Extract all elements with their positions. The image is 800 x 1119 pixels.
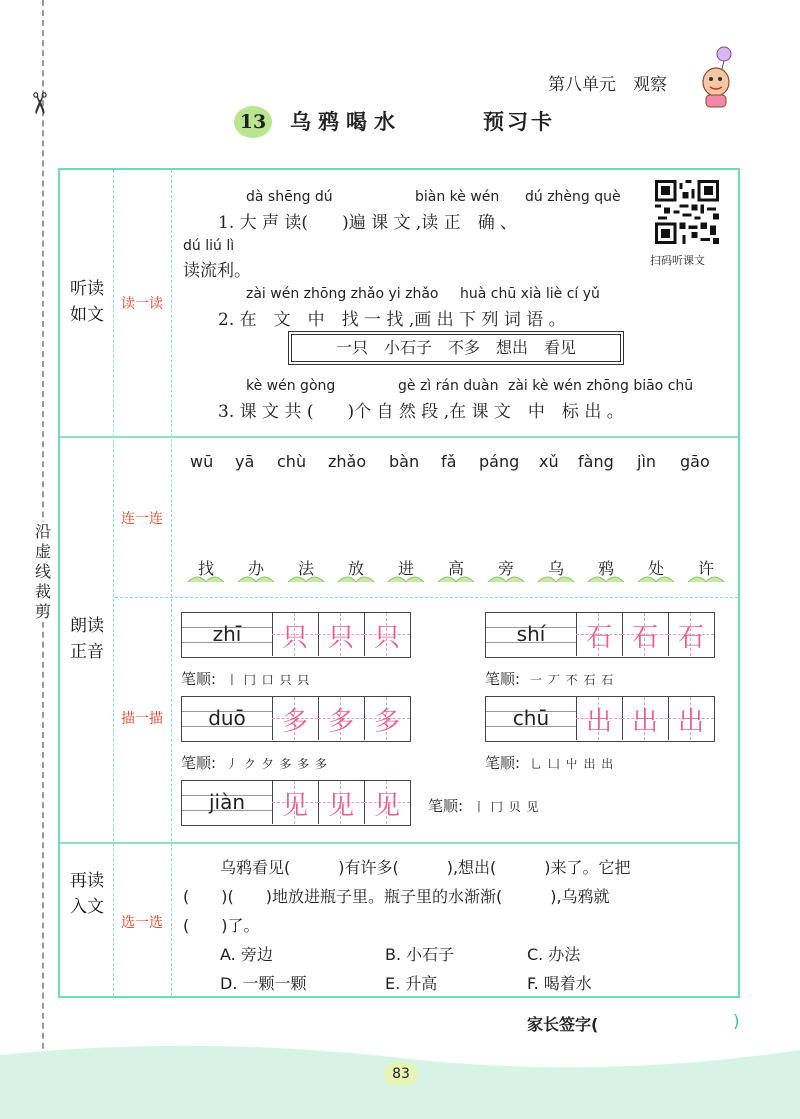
parent-signature-close: ) <box>733 1012 740 1032</box>
page-number: 83 <box>384 1062 418 1086</box>
leaf-icon <box>236 572 276 584</box>
word-box: 一只 小石子 不多 想出 看见 <box>291 334 621 362</box>
pinyin-box <box>182 781 273 824</box>
connect-hanzi[interactable]: 鸦 <box>597 559 614 578</box>
trace-pinyin: zhī <box>212 622 242 646</box>
pinyin: zài kè wén zhōng biāo chū <box>508 378 694 394</box>
subsection-divider <box>115 597 738 598</box>
stroke-order-label: 笔顺: <box>428 797 464 815</box>
pinyin-box <box>486 697 577 740</box>
trace-pinyin: jiàn <box>208 790 246 814</box>
connect-hanzi[interactable]: 找 <box>197 559 214 578</box>
section-divider <box>60 842 738 844</box>
section-label-listen: 听读 如文 <box>70 279 104 325</box>
pinyin: biàn kè wén <box>415 189 500 205</box>
connect-hanzi[interactable]: 乌 <box>547 559 564 578</box>
pinyin: dú liú lì <box>183 238 235 254</box>
connect-hanzi[interactable]: 许 <box>697 559 714 578</box>
trace-cell[interactable]: 多 <box>364 697 410 740</box>
leaf-icon <box>636 572 676 584</box>
trace-grid-chu <box>485 696 715 742</box>
cut-instruction: 沿 虚 线 裁 剪 <box>32 522 54 622</box>
connect-pinyin[interactable]: gāo <box>680 452 710 471</box>
question-2: 2. 在 文 中 找 一 找 ,画 出 下 列 词 语 。 <box>218 310 566 330</box>
option-c[interactable]: C. 办法 <box>527 945 581 964</box>
parent-signature-label: 家长签字( <box>527 1015 599 1034</box>
leaf-icon <box>286 572 326 584</box>
leaf-icon <box>586 572 626 584</box>
pinyin: gè zì rán duàn <box>398 378 499 394</box>
trace-cell[interactable]: 出 <box>576 697 623 740</box>
stroke-order: 丿 ク 夕 多 多 多 <box>226 757 329 771</box>
pinyin-box <box>182 613 273 656</box>
trace-grid-jian <box>181 780 411 826</box>
trace-cell[interactable]: 只 <box>364 613 410 656</box>
stroke-order-label: 笔顺: <box>485 670 521 688</box>
connect-hanzi[interactable]: 处 <box>647 559 664 578</box>
trace-pinyin: chū <box>512 706 550 730</box>
connect-hanzi[interactable]: 进 <box>397 559 414 578</box>
pinyin-box <box>182 697 273 740</box>
trace-cell[interactable]: 见 <box>318 781 365 824</box>
trace-grid-duo <box>181 696 411 742</box>
stroke-order-label: 笔顺: <box>181 754 217 772</box>
leaf-icon <box>186 572 226 584</box>
stroke-order-label: 笔顺: <box>485 754 521 772</box>
stroke-order: 乚 凵 屮 出 出 <box>530 757 615 771</box>
mascot-icon <box>694 46 742 110</box>
connect-pinyin[interactable]: fàng <box>578 452 614 471</box>
question-1: 1. 大 声 读( )遍 课 文 ,读 正 确 、 <box>218 213 518 233</box>
leaf-icon <box>536 572 576 584</box>
trace-grid-zhi <box>181 612 411 658</box>
fill-in-sentence[interactable]: ( )了。 <box>183 916 260 935</box>
connect-pinyin[interactable]: páng <box>479 452 520 471</box>
connect-pinyin[interactable]: bàn <box>389 452 420 471</box>
activity-trace: 描一描 <box>121 711 163 727</box>
trace-cell[interactable]: 出 <box>668 697 714 740</box>
qr-label: 扫码听课文 <box>650 254 705 267</box>
connect-pinyin[interactable]: chù <box>277 452 307 471</box>
connect-pinyin[interactable]: jìn <box>637 452 657 471</box>
leaf-icon <box>486 572 526 584</box>
activity-choose: 选一选 <box>121 915 163 931</box>
pinyin: zài wén zhōng zhǎo yi zhǎo <box>246 286 439 302</box>
lesson-title: 乌鸦喝水 <box>290 110 402 134</box>
stroke-order: 丨 冂 贝 见 <box>473 800 540 814</box>
trace-cell[interactable]: 出 <box>622 697 669 740</box>
section-label-pronounce: 朗读 正音 <box>70 616 104 662</box>
fill-in-sentence[interactable]: ( )( )地放进瓶子里。瓶子里的水渐渐( ),乌鸦就 <box>183 887 610 906</box>
trace-cell[interactable]: 石 <box>668 613 714 656</box>
connect-pinyin[interactable]: wū <box>190 452 214 471</box>
pinyin: dà shēng dú <box>246 189 333 205</box>
connect-hanzi[interactable]: 旁 <box>497 559 514 578</box>
trace-cell[interactable]: 多 <box>272 697 319 740</box>
pinyin: kè wén gòng <box>246 378 336 394</box>
section-divider <box>60 436 738 438</box>
pinyin-box <box>486 613 577 656</box>
trace-cell[interactable]: 见 <box>364 781 410 824</box>
scissors-icon: ✂ <box>21 90 57 117</box>
stroke-order-label: 笔顺: <box>181 670 217 688</box>
column-divider <box>113 170 114 996</box>
activity-read: 读一读 <box>121 296 163 312</box>
connect-pinyin[interactable]: yā <box>235 452 255 471</box>
trace-pinyin: shí <box>516 622 546 646</box>
option-a[interactable]: A. 旁边 <box>220 945 273 964</box>
stroke-order: 丨 冂 口 只 只 <box>226 673 311 687</box>
option-e[interactable]: E. 升高 <box>385 974 438 993</box>
option-b[interactable]: B. 小石子 <box>385 945 455 964</box>
connect-pinyin[interactable]: xǔ <box>539 452 559 471</box>
trace-cell[interactable]: 石 <box>576 613 623 656</box>
connect-pinyin[interactable]: zhǎo <box>328 452 367 471</box>
question-1-continued: 读流利。 <box>183 261 251 281</box>
trace-pinyin: duō <box>208 706 246 730</box>
section-label-reread: 再读 入文 <box>70 871 104 917</box>
leaf-icon <box>686 572 726 584</box>
question-3: 3. 课 文 共 ( )个 自 然 段 ,在 课 文 中 标 出 。 <box>218 402 624 422</box>
card-label: 预习卡 <box>483 110 555 134</box>
trace-cell[interactable]: 只 <box>318 613 365 656</box>
trace-cell[interactable]: 见 <box>272 781 319 824</box>
trace-cell[interactable]: 多 <box>318 697 365 740</box>
connect-hanzi[interactable]: 放 <box>347 559 364 578</box>
option-f[interactable]: F. 喝着水 <box>527 974 592 993</box>
pinyin: dú zhèng què <box>525 189 621 205</box>
fill-in-sentence[interactable]: 乌鸦看见( )有许多( ),想出( )来了。它把 <box>220 858 631 877</box>
trace-cell[interactable]: 石 <box>622 613 669 656</box>
leaf-icon <box>436 572 476 584</box>
stroke-order: 一 丆 不 石 石 <box>530 673 615 687</box>
connect-hanzi[interactable]: 办 <box>247 559 264 578</box>
trace-grid-shi <box>485 612 715 658</box>
connect-hanzi[interactable]: 高 <box>447 559 464 578</box>
connect-pinyin[interactable]: fǎ <box>441 452 457 471</box>
lesson-number: 13 <box>234 106 272 138</box>
leaf-icon <box>386 572 426 584</box>
connect-hanzi[interactable]: 法 <box>297 559 314 578</box>
trace-cell[interactable]: 只 <box>272 613 319 656</box>
pinyin: huà chū xià liè cí yǔ <box>460 286 600 302</box>
column-divider <box>171 170 172 996</box>
activity-connect: 连一连 <box>121 511 163 527</box>
leaf-icon <box>336 572 376 584</box>
unit-title: 第八单元 观察 <box>548 75 667 95</box>
option-d[interactable]: D. 一颗一颗 <box>220 974 307 993</box>
